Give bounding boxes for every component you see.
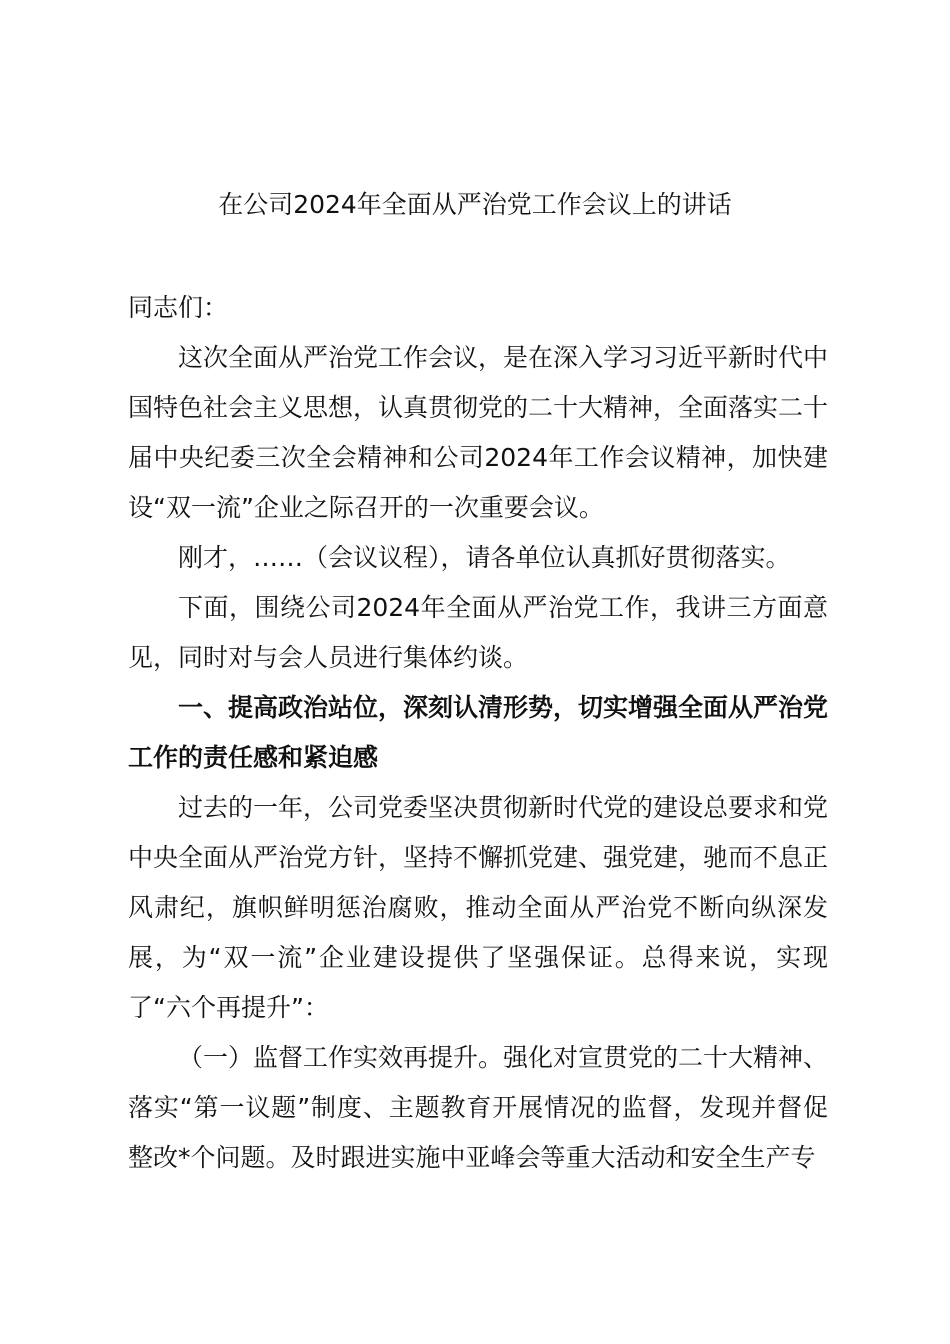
document-title: 在公司2024年全面从严治党工作会议上的讲话: [218, 190, 732, 219]
paragraph-agenda: 刚才，……（会议议程），请各单位认真抓好贯彻落实。: [178, 543, 791, 572]
paragraph-outline: 下面，围绕公司2024年全面从严治党工作，我讲三方面意见，同时对与会人员进行集体约谈。: [128, 593, 828, 672]
paragraph-supervision: （一）监督工作实效再提升。强化对宣贯党的二十大精神、落实“第一议题”制度、主题教育开展情况的监督，发现并督促整改*个问题。及时跟进实施中亚峰会等重大活动和安全生产专: [128, 1043, 829, 1172]
section-heading: 一、提高政治站位，深刻认清形势，切实增强全面从严治党工作的责任感和紧迫感: [128, 693, 829, 772]
salutation: 同志们：: [128, 293, 229, 322]
paragraph-review: 过去的一年，公司党委坚决贯彻新时代党的建设总要求和党中央全面从严治党方针，坚持不懈抓党建、强党建，驰而不息正风肃纪，旗帜鲜明惩治腐败，推动全面从严治党不断向纵深发展，为“双一流”企业建设提供了坚强保证。总得来说，实现了“六个再提升”：: [128, 793, 829, 1022]
paragraph-intro: 这次全面从严治党工作会议，是在深入学习习近平新时代中国特色社会主义思想，认真贯彻党的二十大精神，全面落实二十届中央纪委三次全会精神和公司2024年工作会议精神，加快建设“双一流”企业之际召开的一次重要会议。: [128, 343, 829, 522]
document-body: [128, 283, 828, 1183]
